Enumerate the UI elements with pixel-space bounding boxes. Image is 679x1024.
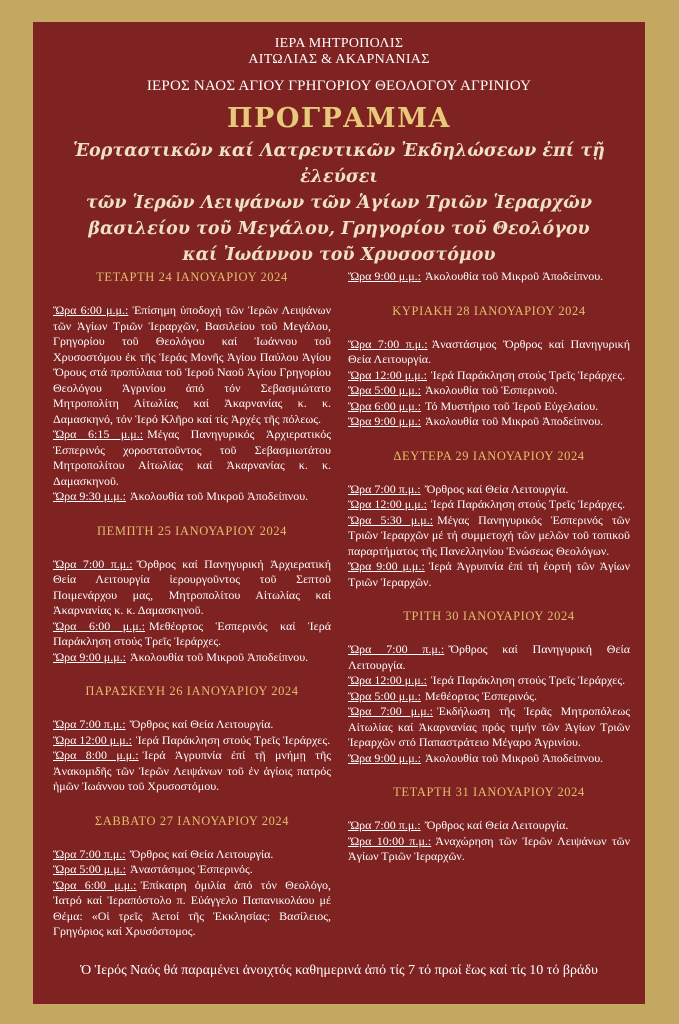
schedule-entry [348, 818, 630, 834]
schedule-entry [348, 337, 630, 368]
schedule-right-column [348, 269, 630, 865]
entry-text: Ἱερά Παράκληση στούς Τρεῖς Ἱεράρχες. [430, 497, 626, 511]
schedule-entry [348, 368, 630, 384]
entry-time: Ὥρα 5:30 μ.μ.: [348, 512, 434, 527]
entry-time: Ὥρα 6:00 μ.μ.: [53, 303, 129, 317]
entry-text: Μέγας Πανηγυρικός Ἑσπερινός τῶν Τριῶν Ἱεραρχῶν μέ τή συμμετοχή τῶν μελῶν τοῦ τοπικοῦ παραρτήματος τῆς Πανελληνίου Ἑνώσεως Θεολόγων. [348, 512, 630, 558]
entry-time: Ὥρα 7:00 π.μ.: [348, 642, 445, 656]
entry-time: Ὥρα 6:00 μ.μ.: [348, 398, 421, 413]
entry-text: Ἱερά Ἀγρυπνία ἐπί τή ἑορτή τῶν Ἁγίων Τριῶν Ἱεραρχῶν. [348, 559, 630, 589]
day-heading: ΤΡΙΤΗ 30 ΙΑΝΟΥΑΡΙΟΥ 2024 [403, 609, 575, 623]
entry-time: Ὥρα 6:00 μ.μ.: [53, 877, 137, 892]
entry-time: Ὥρα 7:00 μ.μ.: [348, 704, 433, 718]
entry-text: Ὄρθρος καί Θεία Λειτουργία. [129, 717, 274, 731]
poster-header [33, 22, 645, 268]
entry-time: Ὥρα 7:00 π.μ.: [348, 818, 421, 832]
day-heading: ΤΕΤΑΡΤΗ 31 ΙΑΝΟΥΑΡΙΟΥ 2024 [393, 785, 585, 799]
entry-time: Ὥρα 9:00 μ.μ.: [348, 269, 421, 283]
entry-text: Ὄρθρος καί Θεία Λειτουργία. [424, 481, 569, 496]
entry-time: Ὥρα 7:00 π.μ.: [348, 336, 428, 351]
entry-time: Ὥρα 7:00 π.μ.: [53, 717, 126, 731]
entry-text: Ἱερά Παράκληση στούς Τρεῖς Ἱεράρχες. [430, 673, 626, 687]
schedule-entry [53, 847, 331, 863]
day-heading: ΣΑΒΒΑΤΟ 27 ΙΑΝΟΥΑΡΙΟΥ 2024 [94, 813, 290, 828]
metropolis-line-1: ΙΕΡΑ ΜΗΤΡΟΠΟΛΙΣ [274, 36, 404, 51]
entry-time: Ὥρα 9:00 μ.μ.: [53, 649, 126, 664]
entry-text: Ἀναστάσιμος Ἑσπερινός. [129, 862, 253, 876]
entry-time: Ὥρα 12:00 μ.μ.: [348, 673, 427, 687]
schedule-entry [53, 303, 331, 427]
entry-text: Ἱερά Ἀγρυπνία ἐπί τῇ μνήμῃ τῆς Ἀνακομιδῆς τῶν Ἱερῶν Λειψάνων τοῦ ἐν ἁγίοις πατρός ἡμῶν Ἰωάννου τοῦ Χρυσοστόμου. [53, 748, 331, 793]
entry-text: Ἐπίκαιρη ὁμιλία ἀπό τόν Θεολόγο, Ἰατρό καί Ἱεραπόστολο π. Εὐάγγελο Παπανικολάου μέ Θέμα: «Οἱ τρεῖς Ἀετοί τῆς Ἐκκλησίας: Βασίλειος, Γρηγόριος καί Χρυσόστομος. [53, 877, 331, 938]
entry-text: Ἀκολουθία τοῦ Μικροῦ Ἀποδείπνου. [129, 489, 309, 503]
schedule-entry [53, 650, 331, 666]
entry-time: Ὥρα 9:00 μ.μ.: [348, 750, 421, 765]
schedule-entry [348, 497, 630, 513]
schedule-entry [348, 673, 630, 689]
subtitle-line: τῶν Ἱερῶν Λειψάνων τῶν Ἁγίων Τριῶν Ἱεραρχῶν [85, 193, 592, 213]
schedule-entry [53, 557, 331, 619]
schedule-entry [53, 427, 331, 489]
day-heading: ΔΕΥΤΕΡΑ 29 ΙΑΝΟΥΑΡΙΟΥ 2024 [393, 448, 585, 463]
entry-text: Μεθέορτος Ἑσπερινός. [424, 688, 537, 703]
entry-text: Ἱερά Παράκληση στούς Τρεῖς Ἱεράρχες. [430, 367, 626, 382]
schedule-entry [348, 559, 630, 590]
entry-time: Ὥρα 5:00 μ.μ.: [348, 383, 421, 397]
entry-text: Μέγας Πανηγυρικός Ἀρχιερατικός Ἑσπερινός χοροστατοῦντος τοῦ Σεβασμιωτάτου Μητροπολίτου Αἰτωλίας καί Ἀκαρνανίας κ. κ. Δαμασκηνοῦ. [53, 427, 331, 488]
entry-text: Ἱερά Παράκληση στούς Τρεῖς Ἱεράρχες. [135, 732, 331, 747]
entry-text: Ἀκολουθία τοῦ Μικροῦ Ἀποδείπνου. [424, 414, 604, 428]
entry-time: Ὥρα 10:00 π.μ.: [348, 833, 432, 848]
entry-text: Ἀκολουθία τοῦ Μικροῦ Ἀποδείπνου. [424, 750, 604, 765]
schedule-entry [348, 399, 630, 415]
entry-time: Ὥρα 9:30 μ.μ.: [53, 489, 126, 503]
poster-panel [33, 22, 645, 1004]
schedule-entry [53, 489, 331, 505]
schedule-entry [53, 748, 331, 795]
program-title: ΠΡΟΓΡΑΜΜΑ [227, 103, 451, 134]
entry-text: Ὄρθρος καί Θεία Λειτουργία. [424, 818, 569, 832]
day-heading: ΠΕΜΠΤΗ 25 ΙΑΝΟΥΑΡΙΟΥ 2024 [96, 523, 288, 538]
subtitle-line: Ἑορταστικῶν καί Λατρευτικῶν Ἐκδηλώσεων ἐπί τῇ ἐλεύσει [73, 141, 605, 187]
schedule-entry [348, 704, 630, 751]
entry-time: Ὥρα 6:15 μ.μ.: [53, 427, 144, 441]
entry-time: Ὥρα 7:00 π.μ.: [348, 481, 421, 496]
entry-time: Ὥρα 6:00 μ.μ.: [53, 618, 146, 633]
entry-time: Ὥρα 9:00 μ.μ.: [348, 414, 421, 428]
schedule-entry [53, 717, 331, 733]
entry-text: Μεθέορτος Ἑσπερινός καί Ἱερά Παράκληση στούς Τρεῖς Ἱεράρχες. [53, 618, 331, 648]
day-heading: ΠΑΡΑΣΚΕΥΗ 26 ΙΑΝΟΥΑΡΙΟΥ 2024 [85, 684, 299, 698]
schedule-entry [348, 751, 630, 767]
entry-text: Ὄρθρος καί Θεία Λειτουργία. [129, 846, 274, 861]
subtitle-line: βασιλείου τοῦ Μεγάλου, Γρηγορίου τοῦ Θεολόγου [88, 219, 590, 239]
schedule-entry [53, 862, 331, 878]
opening-hours-note: Ὁ Ἱερός Ναός θά παραμένει ἀνοιχτός καθημερινά ἀπό τίς 7 τό πρωί ἕως καί τίς 10 τό βράδυ [80, 963, 598, 978]
entry-text: Ὄρθρος καί Πανηγυρική Θεία Λειτουργία. [348, 642, 630, 672]
entry-time: Ὥρα 12:00 μ.μ.: [53, 732, 132, 747]
entry-text: Ἀκολουθία τοῦ Ἑσπερινοῦ. [424, 383, 558, 397]
entry-text: Ἐπίσημη ὑποδοχή τῶν Ἱερῶν Λειψάνων τῶν Ἁγίων Τριῶν Ἱεραρχῶν, Βασιλείου τοῦ Μεγάλου, Γρηγορίου τοῦ Θεολόγου καί Ἰωάννου τοῦ Χρυσοστόμου ἐκ τῆς Ἱεράς Μονῆς Ἁγίου Παύλου Ἁγίου Ὄρους στά προπύλαια τοῦ Ἱεροῦ Ναοῦ Ἁγίου Γρηγορίου Θεολόγου Ἀγρινίου ἀπό τόν Σεβασμιώτατο Μητροπολίτη Αἰτωλίας καί Ἀκαρνανίας κ. κ. Δαμασκηνό, τόν Ἱερό Κλῆρο καί τίς Ἀρχές τῆς πόλεως. [53, 303, 332, 426]
schedule-entry [348, 414, 630, 430]
entry-time: Ὥρα 7:00 π.μ.: [53, 556, 133, 571]
metropolis-line-2: ΑΙΤΩΛΙΑΣ & ΑΚΑΡΝΑΝΙΑΣ [248, 52, 430, 67]
schedule-entry [348, 689, 630, 705]
entry-text: Ἐκδήλωση τῆς Ἱερᾶς Μητροπόλεως Αἰτωλίας καί Ἀκαρνανίας πρός τιμήν τῶν Ἁγίων Τριῶν Ἱεραρχῶν στό Παπαστράτειο Μέγαρο Ἀγρινίου. [348, 704, 630, 749]
schedule-entry [348, 513, 630, 560]
entry-text: Ἀναστάσιμος Ὄρθρος καί Πανηγυρική Θεία Λειτουργία. [348, 336, 630, 366]
entry-text: Ἀναχώρηση τῶν Ἱερῶν Λειψάνων τῶν Ἁγίων Τριῶν Ἱεραρχῶν. [348, 833, 630, 863]
entry-text: Ὄρθρος καί Πανηγυρική Ἀρχιερατική Θεία Λειτουργία ἱερουργοῦντος τοῦ Σεπτοῦ Ποιμενάρχου μας, Μητροπολίτου Αἰτωλίας καί Ἀκαρνανίας κ. κ. Δαμασκηνοῦ. [53, 556, 331, 617]
entry-text: Ἀκολουθία τοῦ Μικροῦ Ἀποδείπνου. [424, 269, 604, 283]
day-heading: ΚΥΡΙΑΚΗ 28 ΙΑΝΟΥΑΡΙΟΥ 2024 [392, 303, 586, 318]
schedule-entry [53, 619, 331, 650]
entry-text: Τό Μυστήριο τοῦ Ἱεροῦ Εὐχελαίου. [424, 398, 599, 413]
entry-time: Ὥρα 5:00 μ.μ.: [53, 862, 126, 876]
schedule-entry [53, 733, 331, 749]
entry-time: Ὥρα 9:00 μ.μ.: [348, 559, 425, 573]
entry-time: Ὥρα 12:00 μ.μ.: [348, 367, 427, 382]
subtitle-line: καί Ἰωάννου τοῦ Χρυσοστόμου [182, 245, 496, 265]
entry-time: Ὥρα 12:00 μ.μ.: [348, 497, 427, 511]
entry-text: Ἀκολουθία τοῦ Μικροῦ Ἀποδείπνου. [129, 649, 309, 664]
schedule-entry [348, 482, 630, 498]
program-subtitle [33, 138, 645, 268]
entry-time: Ὥρα 7:00 π.μ.: [53, 846, 126, 861]
entry-time: Ὥρα 8:00 μ.μ.: [53, 748, 139, 762]
schedule-entry [348, 642, 630, 673]
church-name: ΙΕΡΟΣ ΝΑΟΣ ΑΓΙΟΥ ΓΡΗΓΟΡΙΟΥ ΘΕΟΛΟΓΟΥ ΑΓΡΙΝΙΟΥ [146, 78, 532, 94]
schedule-entry [348, 383, 630, 399]
schedule-entry [348, 269, 630, 285]
schedule-entry [53, 878, 331, 940]
schedule-left-column [53, 269, 331, 940]
schedule-entry [348, 834, 630, 865]
entry-time: Ὥρα 5:00 μ.μ.: [348, 688, 421, 703]
day-heading: ΤΕΤΑΡΤΗ 24 ΙΑΝΟΥΑΡΙΟΥ 2024 [96, 270, 288, 284]
